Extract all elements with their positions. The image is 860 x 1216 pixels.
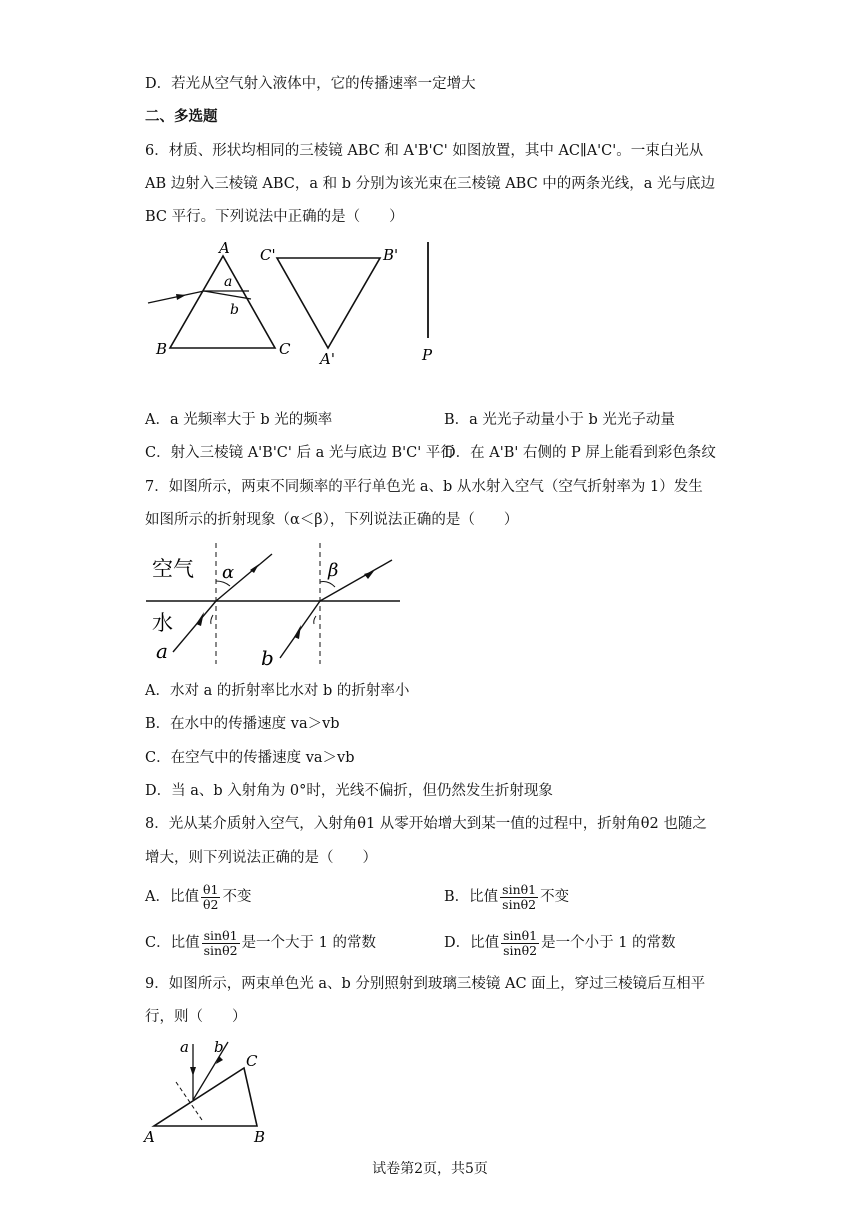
page-footer: 试卷第2页，共5页 — [372, 1161, 488, 1177]
q6-option-c: C．射入三棱镜 A'B'C' 后 a 光与底边 B'C' 平行 — [145, 445, 455, 461]
q7-option-c: C．在空气中的传播速度 va＞vb — [145, 750, 355, 766]
q7-option-b: B．在水中的传播速度 va＞vb — [145, 716, 340, 732]
q6-text-line2: AB 边射入三棱镜 ABC，a 和 b 分别为该光束在三棱镜 ABC 中的两条光线，a 光与底边 — [145, 176, 716, 192]
q8-option-d: D．比值 $\frac{\sin\theta 1}{\sin\theta 2}$ 是一个小于 1 的常数 — [444, 927, 676, 958]
q6-prism-figure — [140, 236, 450, 370]
label-ray-b: b — [230, 302, 239, 318]
q5-option-d: D．若光从空气射入液体中，它的传播速率一定增大 — [145, 76, 476, 92]
fraction-sin: $\frac{\sin\theta 1}{\sin\theta 2}$ — [502, 881, 537, 912]
label-air: 空气 — [152, 557, 194, 581]
label-alpha: α — [222, 562, 235, 583]
label-C: C — [246, 1052, 258, 1070]
fraction-theta: $\frac{\theta 1}{\theta 2}$ — [202, 881, 219, 912]
label-ray-a: a — [180, 1038, 189, 1056]
q7-refraction-figure — [140, 540, 406, 670]
q8-option-a: A．比值 $\frac{\theta 1}{\theta 2}$ 不变 — [145, 881, 252, 912]
label-ray-a: a — [156, 639, 168, 663]
q6-text-line1: 6．材质、形状均相同的三棱镜 ABC 和 A'B'C' 如图放置，其中 AC∥A'C'。一束白光从 — [145, 143, 704, 159]
q9-text-line1: 9．如图所示，两束单色光 a、b 分别照射到玻璃三棱镜 AC 面上，穿过三棱镜后互相平 — [145, 976, 706, 992]
q7-text-line2: 如图所示的折射现象（α＜β），下列说法正确的是（ ） — [145, 512, 519, 528]
q7-text-line1: 7．如图所示，两束不同频率的平行单色光 a、b 从水射入空气（空气折射率为 1）发生 — [145, 479, 703, 495]
label-A: A — [219, 239, 230, 257]
label-A: A — [144, 1128, 155, 1146]
q9-text-line2: 行，则（ ） — [145, 1009, 247, 1025]
q8-text-line1: 8．光从某介质射入空气，入射角θ1 从零开始增大到某一值的过程中，折射角θ2 也随之 — [145, 816, 707, 832]
q7-option-d: D．当 a、b 入射角为 0°时，光线不偏折，但仍然发生折射现象 — [145, 783, 553, 799]
label-ray-b: b — [261, 646, 274, 670]
label-ray-b: b — [214, 1038, 224, 1056]
label-A-prime: A' — [320, 350, 335, 368]
fraction-sin: $\frac{\sin\theta 1}{\sin\theta 2}$ — [203, 927, 238, 958]
q8-option-b: B．比值 $\frac{\sin\theta 1}{\sin\theta 2}$ 不变 — [444, 881, 570, 912]
label-water: 水 — [152, 611, 173, 635]
label-P: P — [422, 346, 433, 364]
label-C: C — [279, 340, 291, 358]
label-C-prime: C' — [260, 246, 276, 264]
q6-text-line3: BC 平行。下列说法中正确的是（ ） — [145, 209, 404, 225]
label-beta: β — [328, 560, 339, 581]
q6-option-d: D．在 A'B' 右侧的 P 屏上能看到彩色条纹 — [444, 445, 716, 461]
label-ray-a: a — [224, 274, 233, 290]
label-B: B — [254, 1128, 266, 1146]
section-heading-multi: 二、多选题 — [145, 109, 218, 125]
q8-option-c: C．比值 $\frac{\sin\theta 1}{\sin\theta 2}$ 是一个大于 1 的常数 — [145, 927, 377, 958]
q7-option-a: A．水对 a 的折射率比水对 b 的折射率小 — [145, 683, 410, 699]
q8-text-line2: 增大，则下列说法正确的是（ ） — [145, 850, 377, 866]
q9-prism-figure — [140, 1034, 280, 1146]
fraction-sin: $\frac{\sin\theta 1}{\sin\theta 2}$ — [503, 927, 538, 958]
q6-option-a: A．a 光频率大于 b 光的频率 — [145, 412, 333, 428]
q6-option-b: B．a 光光子动量小于 b 光光子动量 — [444, 412, 675, 428]
label-B: B — [156, 340, 168, 358]
label-B-prime: B' — [383, 246, 399, 264]
